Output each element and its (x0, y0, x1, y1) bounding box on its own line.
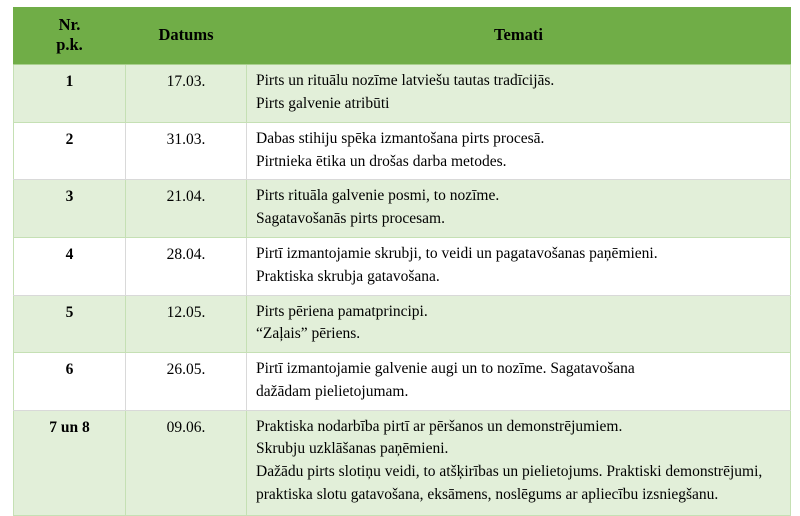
cell-date: 28.04. (126, 237, 247, 295)
table-header-row (14, 8, 791, 65)
cell-topic (247, 295, 791, 353)
topic-line: Pirtī izmantojamie skrubji, to veidi un pagatavošanas paņēmieni. (256, 244, 658, 262)
course-schedule-table (13, 7, 791, 516)
table-row (14, 65, 791, 123)
cell-date: 26.05. (126, 353, 247, 411)
cell-topic (247, 122, 791, 180)
topic-line: Pirtnieka ētika un drošas darba metodes. (256, 152, 507, 170)
table-row (14, 410, 791, 515)
table-row (14, 122, 791, 180)
column-header-nr (14, 8, 126, 65)
topic-line: Skrubju uzklāšanas paņēmieni. (256, 440, 449, 458)
cell-nr: 2 (14, 122, 126, 180)
cell-topic (247, 353, 791, 411)
table-row (14, 353, 791, 411)
cell-nr: 6 (14, 353, 126, 411)
table-row (14, 237, 791, 295)
table-body (14, 65, 791, 516)
topic-line: Pirts galvenie atribūti (256, 95, 390, 113)
column-header-nr-line1: Nr. (58, 15, 81, 34)
topic-line: “Zaļais” pēriens. (256, 325, 361, 343)
cell-topic (247, 410, 791, 515)
cell-date: 21.04. (126, 180, 247, 238)
table-header (14, 8, 791, 65)
topic-line: Praktiska skrubja gatavošana. (256, 267, 440, 285)
schedule-table-container (13, 7, 790, 503)
topic-line: Pirts pēriena pamatprincipi. (256, 302, 428, 320)
column-header-topic: Temati (247, 8, 791, 65)
cell-date: 12.05. (126, 295, 247, 353)
topic-line: Sagatavošanās pirts procesam. (256, 210, 445, 228)
cell-topic (247, 65, 791, 123)
topic-line: Dabas stihiju spēka izmantošana pirts procesā. (256, 129, 545, 147)
cell-date: 09.06. (126, 410, 247, 515)
cell-date: 17.03. (126, 65, 247, 123)
topic-line: dažādam pielietojumam. (256, 382, 409, 400)
cell-nr: 1 (14, 65, 126, 123)
cell-topic (247, 180, 791, 238)
topic-line: Pirts un rituālu nozīme latviešu tautas tradīcijās. (256, 72, 555, 90)
cell-nr: 5 (14, 295, 126, 353)
cell-nr: 4 (14, 237, 126, 295)
cell-nr: 7 un 8 (14, 410, 126, 515)
topic-line: Pirtī izmantojamie galvenie augi un to nozīme. Sagatavošana (256, 360, 635, 378)
topic-line: Praktiska nodarbība pirtī ar pēršanos un demonstrējumiem. (256, 417, 623, 435)
cell-topic (247, 237, 791, 295)
cell-nr: 3 (14, 180, 126, 238)
table-row (14, 180, 791, 238)
topic-paragraph: Dažādu pirts slotiņu veidi, to atšķirības un pielietojums. Praktiski demonstrējumi, praktiska slotu gatavošana, eksāmens, noslēgums ar apliecību izsniegšanu. (256, 463, 763, 503)
column-header-date: Datums (126, 8, 247, 65)
topic-line: Pirts rituāla galvenie posmi, to nozīme. (256, 187, 500, 205)
table-row (14, 295, 791, 353)
cell-date: 31.03. (126, 122, 247, 180)
column-header-nr-line2: p.k. (56, 35, 83, 55)
